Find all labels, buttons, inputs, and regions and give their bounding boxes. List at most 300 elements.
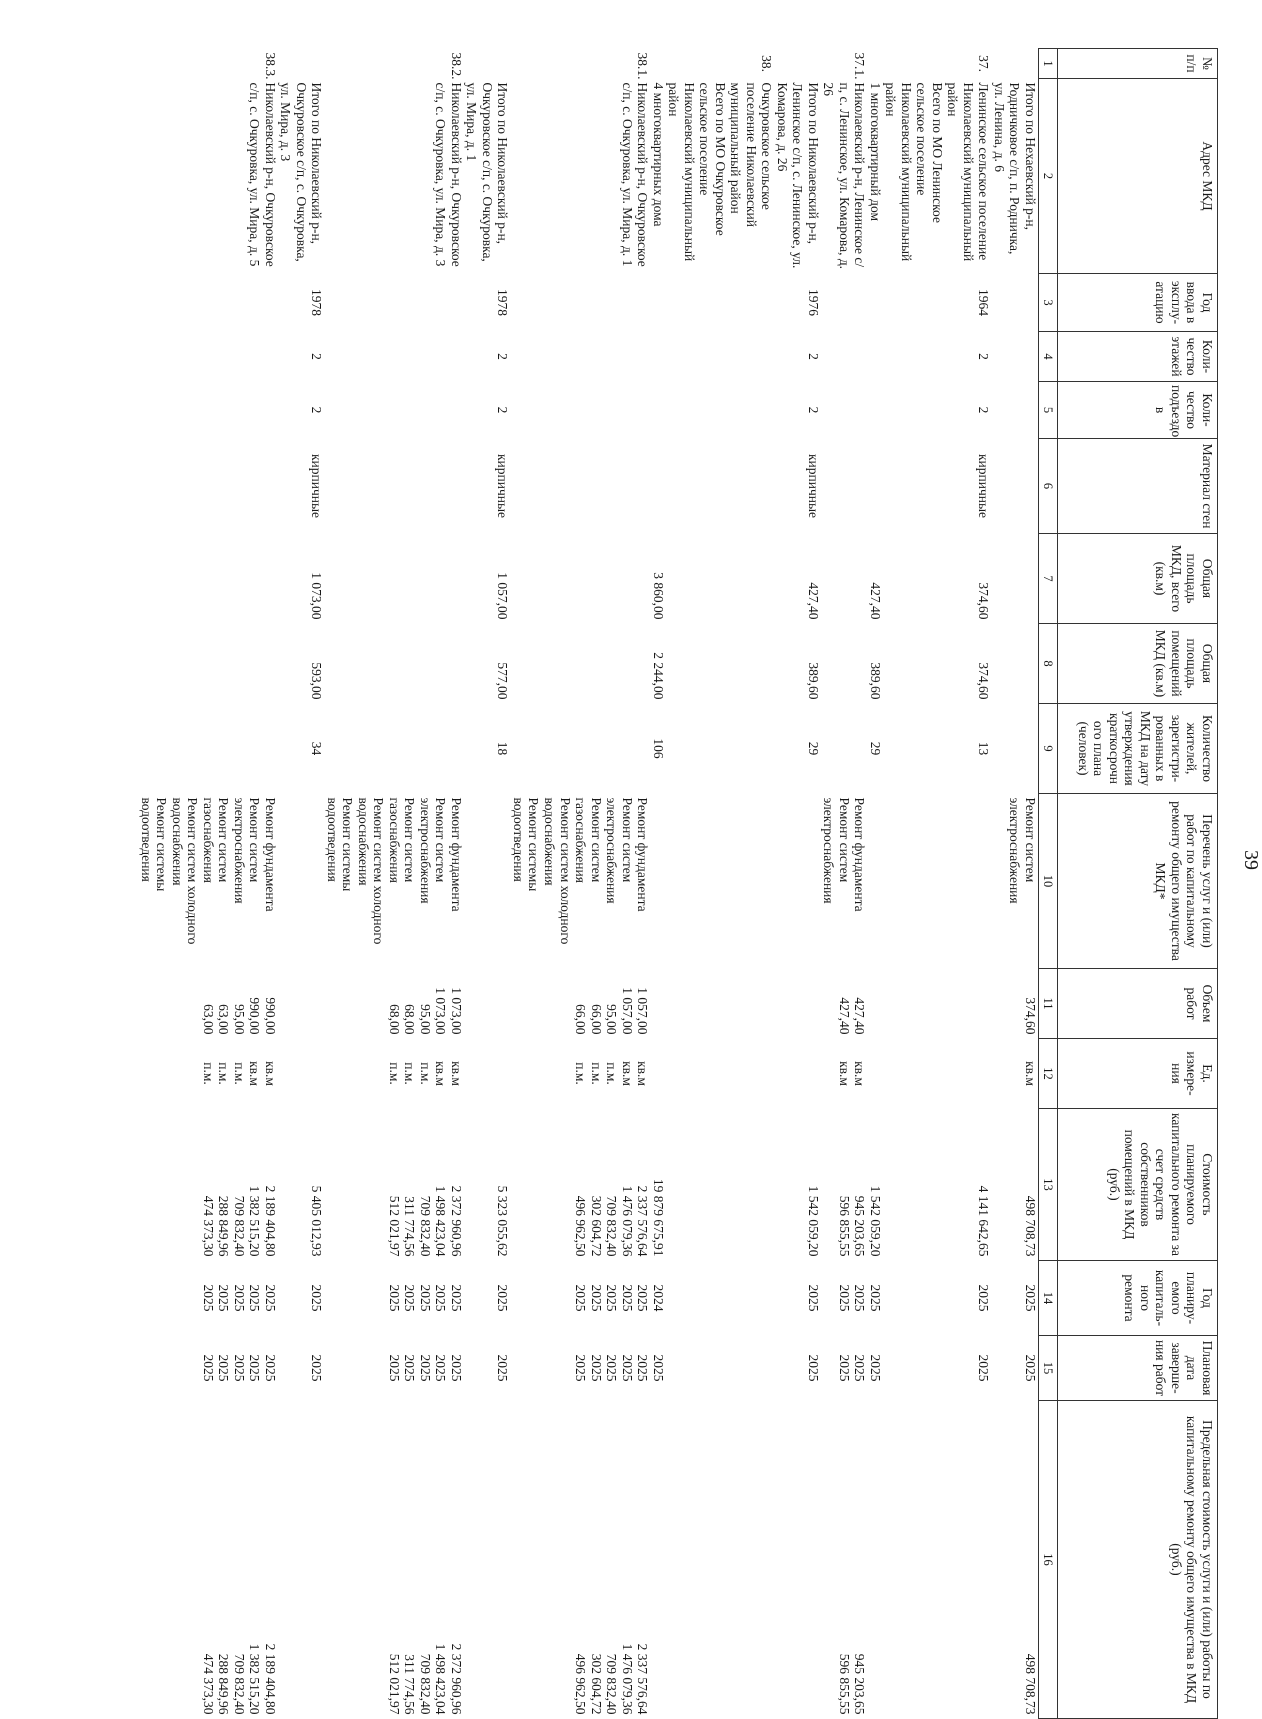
plan-year-cell (821, 1261, 868, 1336)
limit-cost-cell (883, 1401, 945, 1719)
work-line: Ремонт фундамента (262, 797, 278, 912)
row-number: 37. (976, 55, 992, 72)
value-line: кв.м (448, 1061, 464, 1086)
row-number: 38.3. (262, 52, 278, 80)
value-line: 1 382 515,20 (247, 1185, 263, 1257)
entrances-cell (324, 382, 464, 439)
work-line: Ремонт системы (154, 797, 170, 892)
value-line: 2 337 576,64 (635, 1643, 651, 1715)
walls-cell (821, 439, 868, 534)
total-area-cell: 427,40 (805, 582, 821, 620)
plan-date-cell (510, 1336, 650, 1401)
value-line: 709 832,40 (231, 1195, 247, 1257)
year-cell: 1964 (976, 289, 992, 316)
year-cell (883, 274, 945, 332)
cost-cell: 498 708,73 (1023, 1195, 1038, 1257)
entrances-cell (867, 382, 883, 439)
plan-year-cell: 2025 (309, 1284, 325, 1312)
year-cell (728, 274, 775, 332)
entrances-cell: 2 (976, 406, 992, 414)
floors-cell: 2 (976, 353, 992, 360)
work-line: газоснабжения (200, 797, 216, 883)
work-line: Ремонт систем холодного (185, 797, 201, 945)
cost-cell: 1 542 059,20 (867, 1185, 883, 1257)
value-line: 2025 (247, 1284, 263, 1312)
walls-cell (883, 439, 945, 534)
entrances-cell: 2 (495, 406, 511, 414)
value-line: п.м. (231, 1062, 247, 1085)
total-area-cell (821, 534, 868, 624)
premises-area-cell (991, 624, 1038, 704)
value-line: 2025 (573, 1284, 589, 1312)
plan-date-cell: 2025 (867, 1354, 883, 1382)
value-line: 1 498 423,04 (433, 1185, 449, 1257)
year-cell (510, 274, 650, 332)
plan-year-cell: 2025 (976, 1284, 992, 1312)
works-cell (867, 794, 883, 969)
header-cell: Ед. измере-ния (1058, 1039, 1218, 1109)
year-cell (138, 274, 278, 332)
total-area-cell (138, 534, 278, 624)
residents-cell (666, 704, 728, 794)
value-line: 2025 (573, 1354, 589, 1382)
value-line: 512 021,97 (386, 1195, 402, 1257)
row-number (666, 49, 728, 79)
volume-cell (867, 969, 883, 1039)
unit-cell (821, 1039, 868, 1109)
value-line: 1 073,00 (433, 987, 449, 1035)
cost-cell (821, 1109, 868, 1261)
residents-cell: 34 (309, 741, 325, 756)
unit-cell (464, 1039, 511, 1109)
value-line: 945 203,65 (852, 1195, 868, 1257)
work-line: Ремонт систем (1023, 797, 1038, 883)
value-line: кв.м (433, 1061, 449, 1086)
value-line: 2025 (402, 1284, 418, 1312)
value-line: 496 962,50 (573, 1195, 589, 1257)
table-row (883, 49, 945, 1719)
value-line: 2025 (433, 1284, 449, 1312)
address-cell: Всего по МО Ленинское сельское поселение Николаевский муниципальный район (883, 82, 945, 262)
unit-cell (510, 1039, 650, 1109)
value-line: 288 849,96 (216, 1653, 232, 1715)
floors-cell (821, 332, 868, 382)
table-row (324, 49, 464, 1719)
work-line: Ремонт систем (836, 797, 852, 883)
floors-cell (991, 332, 1038, 382)
year-cell (666, 274, 728, 332)
floors-cell (138, 332, 278, 382)
header-cell: Общая площадь МКД, всего (кв.м) (1058, 534, 1218, 624)
volume-cell (464, 969, 511, 1039)
value-line: п.м. (588, 1062, 604, 1085)
volume-cell (650, 969, 666, 1039)
header-row (1058, 49, 1218, 1719)
cost-cell (138, 1109, 278, 1261)
value-line: п.м. (386, 1062, 402, 1085)
residents-cell (991, 704, 1038, 794)
works-cell (821, 794, 868, 969)
row-number (883, 49, 945, 79)
work-line: водоотведения (510, 797, 526, 882)
total-area-cell: 1 073,00 (309, 572, 325, 620)
entrances-cell: 2 (805, 406, 821, 414)
work-line: водоотведения (324, 797, 340, 882)
works-cell (728, 794, 775, 969)
value-line: 2025 (836, 1284, 852, 1312)
table-row (138, 49, 278, 1719)
value-line: 2025 (216, 1284, 232, 1312)
address-cell: Николаевский р-н, Очкуровское с/п, с. Очкуровка, ул. Мира, д. 1 (619, 82, 651, 267)
year-cell (821, 274, 868, 332)
value-line: 288 849,96 (216, 1195, 232, 1257)
column-number: 13 (1039, 1109, 1058, 1261)
value-line: 2025 (604, 1354, 620, 1382)
column-number: 15 (1039, 1336, 1058, 1401)
header-cell: Материал стен (1058, 439, 1218, 534)
value-line: 2 372 960,96 (448, 1643, 464, 1715)
address-cell: Николаевский р-н, Очкуровское с/п, с. Очкуровка, ул. Мира, д. 3 (433, 82, 464, 267)
value-line: п.м. (402, 1062, 418, 1085)
table-row (728, 49, 775, 1719)
limit-cost-cell (666, 1401, 728, 1719)
premises-area-cell (324, 624, 464, 704)
value-line: п.м. (200, 1062, 216, 1085)
value-line: 1 057,00 (635, 987, 651, 1035)
limit-cost-cell (774, 1401, 821, 1719)
column-number: 9 (1039, 704, 1058, 794)
unit-cell (138, 1039, 278, 1109)
walls-cell (991, 439, 1038, 534)
value-line: 1 498 423,04 (433, 1643, 449, 1715)
unit-cell: кв.м (1023, 1061, 1038, 1086)
residents-cell: 106 (650, 738, 666, 759)
value-line: кв.м (836, 1061, 852, 1086)
value-line: 2025 (448, 1284, 464, 1312)
row-number (867, 49, 883, 79)
address-cell: 4 многоквартирных дома (650, 82, 666, 227)
table-row (650, 49, 666, 1719)
total-area-cell: 427,40 (867, 582, 883, 620)
capital-repair-table (138, 48, 1218, 1719)
entrances-cell (821, 382, 868, 439)
value-line: 2025 (852, 1284, 868, 1312)
value-line: 66,00 (588, 1004, 604, 1035)
premises-area-cell (728, 624, 775, 704)
address-cell: Итого по Николаевский р-н, Очкуровское с/п, с. Очкуровка, ул. Мира, д. 1 (464, 82, 511, 262)
plan-date-cell (883, 1336, 945, 1401)
value-line: 709 832,40 (231, 1653, 247, 1715)
floors-cell: 2 (805, 353, 821, 360)
works-cell (278, 794, 325, 969)
work-line: Ремонт систем холодного (371, 797, 387, 945)
row-number: 37.1. (852, 52, 868, 80)
works-cell (510, 794, 650, 969)
work-line: Ремонт систем (619, 797, 635, 883)
plan-date-cell: 2025 (495, 1354, 511, 1382)
plan-date-cell (324, 1336, 464, 1401)
column-number: 6 (1039, 439, 1058, 534)
header-cell: Год планиру-емого капиталь-ного ремонта (1058, 1261, 1218, 1336)
work-line: электроснабжения (417, 797, 433, 904)
work-line: Ремонт систем холодного (557, 797, 573, 945)
value-line: 945 203,65 (852, 1653, 868, 1715)
cost-cell (666, 1109, 728, 1261)
total-area-cell: 1 057,00 (495, 572, 511, 620)
premises-area-cell: 389,60 (805, 662, 821, 700)
premises-area-cell (510, 624, 650, 704)
value-line: п.м. (417, 1062, 433, 1085)
residents-cell (728, 704, 775, 794)
walls-cell (666, 439, 728, 534)
address-cell: Очкуровское сельское поселение Николаевский муниципальный район (728, 82, 775, 227)
volume-cell: 374,60 (1023, 997, 1038, 1035)
cost-cell: 19 879 675,91 (650, 1178, 666, 1257)
header-cell: № п/п (1058, 49, 1218, 79)
work-line: Ремонт фундамента (448, 797, 464, 912)
total-area-cell (324, 534, 464, 624)
value-line: кв.м (635, 1061, 651, 1086)
works-cell (650, 794, 666, 969)
premises-area-cell (821, 624, 868, 704)
residents-cell: 29 (867, 741, 883, 756)
value-line: 2025 (417, 1284, 433, 1312)
work-line: Ремонт систем (247, 797, 263, 883)
value-line: 2 189 404,80 (262, 1643, 278, 1715)
value-line: п.м. (573, 1062, 589, 1085)
value-line: 2025 (386, 1354, 402, 1382)
work-line: Ремонт системы (340, 797, 356, 892)
plan-year-cell (728, 1261, 775, 1336)
value-line: 596 855,55 (836, 1195, 852, 1257)
premises-area-cell (138, 624, 278, 704)
value-line: 302 604,72 (588, 1195, 604, 1257)
volume-cell (510, 969, 650, 1039)
work-line: газоснабжения (386, 797, 402, 883)
premises-area-cell: 2 244,00 (650, 652, 666, 700)
value-line: 2025 (433, 1354, 449, 1382)
value-line: 990,00 (247, 997, 263, 1035)
limit-cost-cell (728, 1401, 775, 1719)
work-line: водоснабжения (355, 797, 371, 886)
plan-date-cell (666, 1336, 728, 1401)
column-number: 7 (1039, 534, 1058, 624)
total-area-cell (991, 534, 1038, 624)
work-line: электроснабжения (821, 797, 837, 904)
column-number: 10 (1039, 794, 1058, 969)
works-cell (464, 794, 511, 969)
cost-cell (510, 1109, 650, 1261)
column-number: 11 (1039, 969, 1058, 1039)
value-line: 2025 (386, 1284, 402, 1312)
rotated-table-area (138, 48, 1262, 1718)
value-line: 474 373,30 (200, 1195, 216, 1257)
volume-cell (728, 969, 775, 1039)
value-line: 427,40 (852, 997, 868, 1035)
value-line: 1 382 515,20 (247, 1643, 263, 1715)
volume-cell (945, 969, 992, 1039)
plan-date-cell: 2025 (1023, 1354, 1038, 1382)
year-cell (324, 274, 464, 332)
value-line: 2025 (635, 1354, 651, 1382)
work-line: Ремонт систем (433, 797, 449, 883)
value-line: 2025 (200, 1354, 216, 1382)
plan-year-cell: 2024 (650, 1284, 666, 1312)
table-row (821, 49, 868, 1719)
works-cell (774, 794, 821, 969)
unit-cell (650, 1039, 666, 1109)
volume-cell (324, 969, 464, 1039)
value-line: 2025 (262, 1284, 278, 1312)
work-line: электроснабжения (1007, 797, 1023, 904)
premises-area-cell: 577,00 (495, 662, 511, 700)
table-row (464, 49, 511, 1719)
total-area-cell: 374,60 (976, 582, 992, 620)
residents-cell (138, 704, 278, 794)
premises-area-cell (883, 624, 945, 704)
volume-cell (774, 969, 821, 1039)
value-line: 709 832,40 (604, 1195, 620, 1257)
total-area-cell: 3 860,00 (650, 572, 666, 620)
unit-cell (278, 1039, 325, 1109)
volume-cell (666, 969, 728, 1039)
value-line: 1 057,00 (619, 987, 635, 1035)
value-line: 1 476 079,36 (619, 1185, 635, 1257)
table-row (945, 49, 992, 1719)
works-cell (324, 794, 464, 969)
works-cell (666, 794, 728, 969)
entrances-cell (510, 382, 650, 439)
entrances-cell (883, 382, 945, 439)
unit-cell (666, 1039, 728, 1109)
table-row (510, 49, 650, 1719)
value-line: 2025 (836, 1354, 852, 1382)
plan-year-cell: 2025 (1023, 1284, 1038, 1312)
work-line: водоснабжения (169, 797, 185, 886)
column-number-row (1039, 49, 1058, 1719)
premises-area-cell: 593,00 (309, 662, 325, 700)
work-line: водоотведения (138, 797, 154, 882)
cost-cell: 5 323 055,62 (495, 1185, 511, 1257)
table-row (278, 49, 325, 1719)
total-area-cell (728, 534, 775, 624)
value-line: кв.м (852, 1061, 868, 1086)
table-row (666, 49, 728, 1719)
table-row (867, 49, 883, 1719)
cost-cell (728, 1109, 775, 1261)
year-cell: 1978 (495, 289, 511, 316)
plan-year-cell (666, 1261, 728, 1336)
work-line: Ремонт системы (526, 797, 542, 892)
floors-cell (510, 332, 650, 382)
value-line: 2 189 404,80 (262, 1185, 278, 1257)
column-number: 5 (1039, 382, 1058, 439)
limit-cost-cell (945, 1401, 992, 1719)
row-number (278, 49, 325, 79)
row-number (464, 49, 511, 79)
limit-cost-cell (510, 1401, 650, 1719)
premises-area-cell: 389,60 (867, 662, 883, 700)
entrances-cell (138, 382, 278, 439)
year-cell: 1978 (309, 289, 325, 316)
header-cell: Адрес МКД (1058, 79, 1218, 274)
header-cell: Год ввода в эксплу-атацию (1058, 274, 1218, 332)
total-area-cell (883, 534, 945, 624)
column-number: 8 (1039, 624, 1058, 704)
row-number: 38. (759, 55, 775, 72)
year-cell: 1976 (805, 289, 821, 316)
limit-cost-cell (138, 1401, 278, 1719)
limit-cost-cell (278, 1401, 325, 1719)
cost-cell: 5 405 012,93 (309, 1185, 325, 1257)
value-line: 95,00 (231, 1004, 247, 1035)
header-cell: Количество жителей, зарегистри-рованных в МКД на дату утверждения краткосрочн ого плана (человек) (1058, 704, 1218, 794)
work-line: электроснабжения (231, 797, 247, 904)
column-number: 2 (1039, 79, 1058, 274)
walls-cell: кирпичные (976, 453, 992, 519)
work-line: Ремонт систем (216, 797, 232, 883)
residents-cell (821, 704, 868, 794)
floors-cell (324, 332, 464, 382)
value-line: 68,00 (386, 1004, 402, 1035)
entrances-cell (650, 382, 666, 439)
plan-date-cell: 2025 (976, 1354, 992, 1382)
work-line: газоснабжения (573, 797, 589, 883)
value-line: 2025 (619, 1284, 635, 1312)
value-line: 2 372 960,96 (448, 1185, 464, 1257)
value-line: 302 604,72 (588, 1653, 604, 1715)
header-cell: Стоимость планируемого капитального ремонта за счет средств собственников помещений в МКД (руб.) (1058, 1109, 1218, 1261)
value-line: 709 832,40 (604, 1653, 620, 1715)
value-line: 709 832,40 (417, 1653, 433, 1715)
address-cell: Николаевский р-н, Очкуровское с/п, с. Очкуровка, ул. Мира, д. 5 (247, 82, 278, 267)
column-number: 12 (1039, 1039, 1058, 1109)
walls-cell (728, 439, 775, 534)
value-line: 63,00 (200, 1004, 216, 1035)
residents-cell (510, 704, 650, 794)
work-line: Ремонт систем (402, 797, 418, 883)
value-line: 2025 (588, 1284, 604, 1312)
unit-cell (774, 1039, 821, 1109)
work-line: электроснабжения (604, 797, 620, 904)
table-body (138, 49, 1038, 1719)
value-line: 2025 (619, 1354, 635, 1382)
plan-year-cell: 2025 (495, 1284, 511, 1312)
value-line: 2025 (200, 1284, 216, 1312)
column-number: 16 (1039, 1401, 1058, 1719)
address-cell: Итого по Нехаевский р-н, Родничковое с/п, п. Родничка, ул. Ленина, д. 6 (991, 82, 1038, 255)
limit-cost-cell (867, 1401, 883, 1719)
premises-area-cell (666, 624, 728, 704)
header-cell: Перечень услуг и (или) работ по капитальному ремонту общего имущества МКД* (1058, 794, 1218, 969)
floors-cell (883, 332, 945, 382)
year-cell (650, 274, 666, 332)
value-line: 2025 (635, 1284, 651, 1312)
value-line: 311 774,56 (402, 1196, 418, 1257)
premises-area-cell: 374,60 (976, 662, 992, 700)
row-number (774, 49, 821, 79)
header-cell: Предельная стоимость услуги и (или) работы по капитальному ремонту общего имущества в МКД (руб.) (1058, 1401, 1218, 1719)
walls-cell: кирпичные (309, 453, 325, 519)
column-number: 4 (1039, 332, 1058, 382)
value-line: 2025 (262, 1354, 278, 1382)
volume-cell (883, 969, 945, 1039)
value-line: 2025 (231, 1284, 247, 1312)
value-line: п.м. (604, 1062, 620, 1085)
value-line: кв.м (619, 1061, 635, 1086)
floors-cell (867, 332, 883, 382)
header-cell: Объем работ (1058, 969, 1218, 1039)
